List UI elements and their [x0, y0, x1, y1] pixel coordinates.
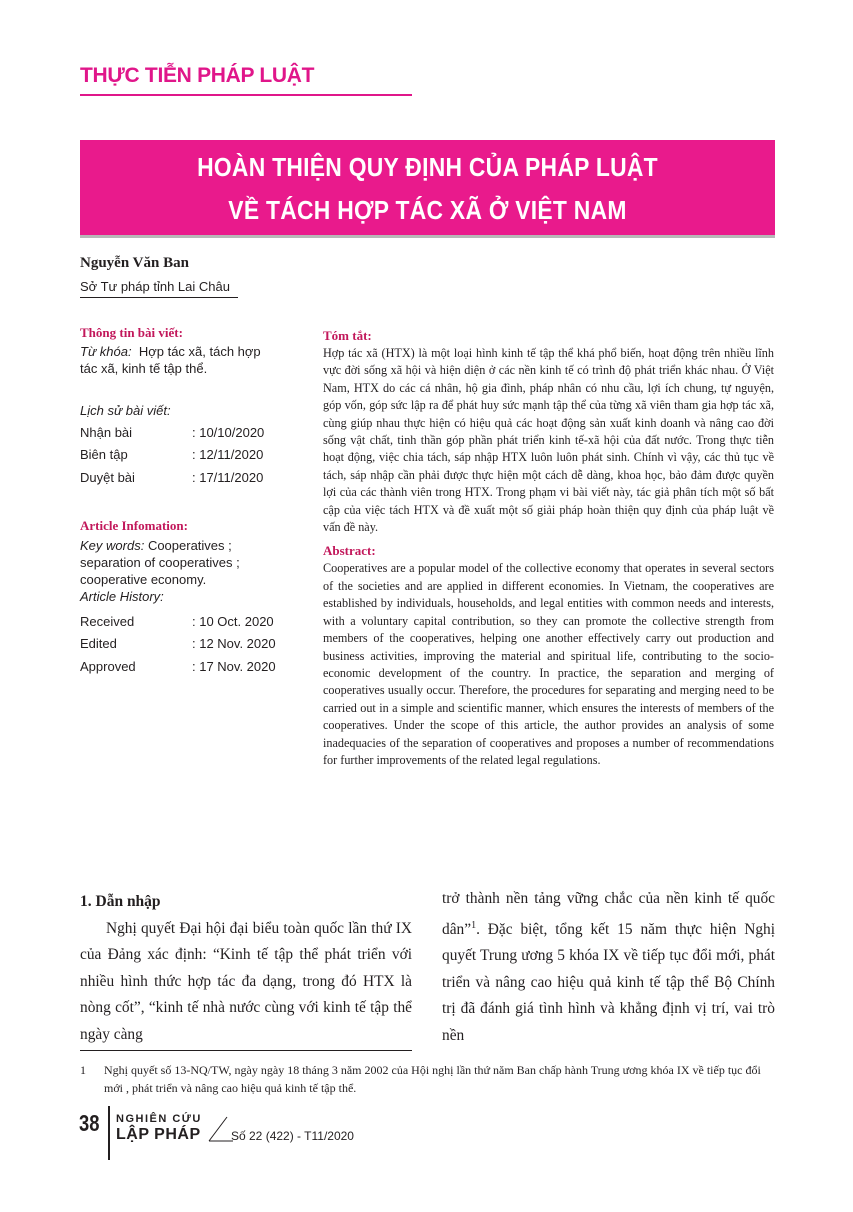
- info-en-history-label: Article History:: [80, 589, 164, 604]
- magazine-name-line2: LẬP PHÁP: [116, 1126, 201, 1143]
- body-paragraph-cont-2: . Đặc biệt, tổng kết 15 năm thực hiện Nghị quyết Trung ương 5 khóa IX về tiếp tục đổi mới, phát triển và nâng cao hiệu quả kinh tế tập thể Bộ Chính trị đã đánh giá tình hình và khẳng định vị trí, vai trò nền: [442, 920, 775, 1044]
- info-vi-keywords-label: Từ khóa:: [80, 344, 132, 359]
- info-en-history-row: [80, 614, 274, 629]
- footer-divider: [108, 1106, 110, 1160]
- magazine-name-line1: NGHIÊN CỨU: [116, 1113, 202, 1125]
- footnote-text: Nghị quyết số 13-NQ/TW, ngày ngày 18 tháng 3 năm 2002 của Hội nghị lần thứ năm Ban chấp hành Trung ương khóa IX về tiếp tục đổi mới , phát triển và nâng cao hiệu quả kinh tế tập thể.: [104, 1063, 761, 1095]
- info-en-keywords-line2: separation of cooperatives ;: [80, 555, 240, 570]
- author-affiliation: Sở Tư pháp tỉnh Lai Châu: [80, 279, 230, 294]
- history-value: : 10/10/2020: [192, 425, 265, 440]
- history-value: : 12/11/2020: [192, 447, 264, 462]
- article-title-line-2: VỀ TÁCH HỢP TÁC XÃ Ở VIỆT NAM: [228, 195, 627, 225]
- abstract-text: Cooperatives are a popular model of the collective economy that operates in several sectors of the societies and are applied in different economies. In Vietnam, the cooperatives are established by individuals, households, and legal entities with common needs and interests, with a voluntary capital contribution, so they can promote the collective strength from members of the cooperatives, helping one another effectively carry out production and business activities, improving the material and spiritual life, contributing to the socio-economic development of the country. In practice, the separation and merging of cooperatives usually occur. Therefore, the procedures for separating and merging need to be carried out in a simple and scientific manner, which ensures the interests of members of the cooperatives. Under the scope of this article, the author provides an analysis of some inadequacies of the separation of cooperatives and proposes a number of recommendations for further improvements of the related legal regulations.: [323, 561, 774, 767]
- info-en-history-row: [80, 659, 276, 674]
- history-label: Biên tập: [80, 447, 128, 462]
- info-vi-history-label: Lịch sử bài viết:: [80, 403, 171, 418]
- footnote-number: 1: [80, 1063, 86, 1077]
- issue-info: Số 22 (422) - T11/2020: [231, 1129, 354, 1143]
- body-paragraph: Nghị quyết Đại hội đại biểu toàn quốc lần thứ IX của Đảng xác định: “Kinh tế tập thể phát triển với nhiều hình thức hợp tác đa dạng, trong đó HTX là nòng cốt”, “kinh tế nhà nước cùng với kinh tế tập thể ngày càng: [80, 919, 412, 1043]
- history-value: : 10 Oct. 2020: [192, 614, 274, 629]
- history-label: Approved: [80, 659, 136, 674]
- page-number: 38: [79, 1110, 100, 1136]
- section-rule: [80, 94, 412, 96]
- info-en-keywords-line3: cooperative economy.: [80, 572, 207, 587]
- summary-heading: Tóm tắt:: [323, 328, 372, 343]
- body-paragraph-cont: trở thành nền tảng vững chắc của nền kinh tế quốc dân”: [442, 890, 775, 938]
- info-vi-history-row: [80, 447, 264, 462]
- history-label: Duyệt bài: [80, 470, 135, 485]
- section-heading: 1. Dẫn nhập: [80, 893, 161, 910]
- footnote-rule: [80, 1050, 412, 1051]
- history-value: : 17 Nov. 2020: [192, 659, 276, 674]
- article-title-line-1: HOÀN THIỆN QUY ĐỊNH CỦA PHÁP LUẬT: [197, 152, 658, 182]
- history-value: : 17/11/2020: [192, 470, 264, 485]
- history-label: Edited: [80, 636, 117, 651]
- info-vi-history-row: [80, 470, 264, 485]
- footnote-ref[interactable]: 1: [471, 919, 477, 931]
- history-value: : 12 Nov. 2020: [192, 636, 276, 651]
- affiliation-rule: [80, 297, 238, 298]
- info-en-keywords-label: Key words:: [80, 538, 145, 553]
- info-en-keywords-line1: Cooperatives ;: [147, 538, 232, 553]
- info-vi-history-row: [80, 425, 265, 440]
- info-vi-keywords-line1: Hợp tác xã, tách hợp: [138, 344, 261, 359]
- info-vi-keywords-line2: tác xã, kinh tế tập thể.: [80, 361, 208, 376]
- section-label: THỰC TIỄN PHÁP LUẬT: [80, 64, 315, 87]
- body-column-left: [80, 889, 412, 1048]
- history-label: Received: [80, 614, 135, 629]
- info-vi-heading: Thông tin bài viết:: [80, 325, 183, 340]
- abstract-heading: Abstract:: [323, 543, 376, 559]
- summary-text: Hợp tác xã (HTX) là một loại hình kinh tế tập thể khá phổ biến, hoạt động trên nhiều lĩnh vực đời sống xã hội và hiện diện ở các nền kinh tế có trình độ phát triển khác nhau. Ở Việt Nam, HTX do các cá nhân, hộ gia đình, pháp nhân có nhu cầu, lợi ích chung, tự nguyện, góp vốn, góp sức lập ra để phát huy sức mạnh tập thể của từng xã viên tham gia hợp tác xã, cùng giúp nhau thực hiện có hiệu quả các hoạt động sản xuất kinh doanh và nâng cao đời sống vật chất, tinh thần góp phần phát triển kinh tế-xã hội của đất nước. Trong thực tiễn hoạt động, việc chia tách, sáp nhập HTX luôn luôn phát sinh. Chính vì vậy, các thủ tục về tách, sáp nhập cần phải được thực hiện một cách dễ dàng, khoa học, bảo đảm được quyền lợi của các thành viên trong HTX. Trong phạm vi bài viết này, tác giả phân tích một số bất cập của việc tách HTX và đề xuất một số giải pháp hoàn thiện quy định của pháp luật về vấn đề này.: [323, 346, 774, 535]
- info-en-keywords: [80, 537, 298, 605]
- title-banner: [80, 140, 775, 238]
- history-label: Nhận bài: [80, 425, 133, 440]
- author-name: Nguyễn Văn Ban: [80, 255, 189, 271]
- body-column-right: [442, 886, 775, 1049]
- summary-block: [323, 328, 774, 769]
- info-vi-keywords: [80, 343, 298, 377]
- info-en-heading: Article Infomation:: [80, 518, 188, 533]
- info-en-history-row: [80, 636, 276, 651]
